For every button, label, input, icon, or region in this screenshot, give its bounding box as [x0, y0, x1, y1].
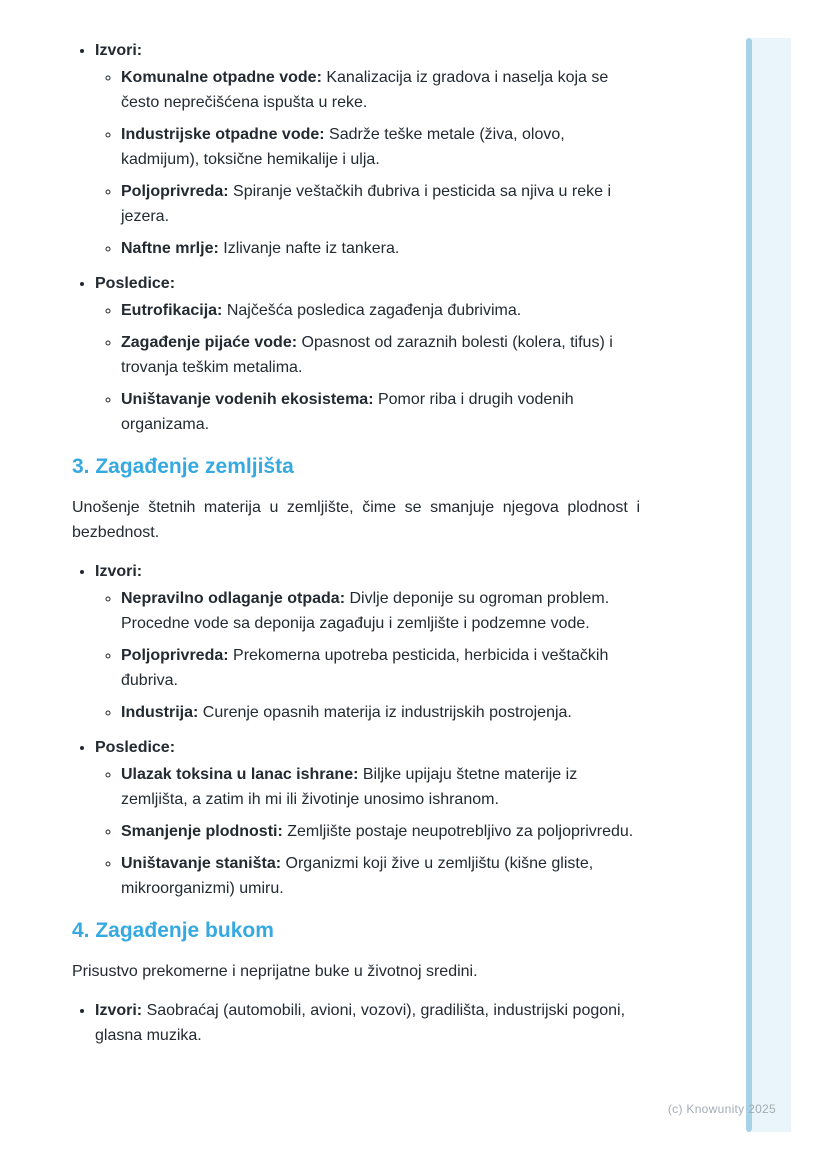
scrollbar-track[interactable]: [752, 38, 791, 1132]
group-label: Posledice:: [95, 275, 176, 292]
list-item: [121, 330, 640, 380]
list-item: [121, 762, 640, 812]
list-item: [95, 998, 640, 1048]
list-item-term: Industrija:: [121, 704, 199, 721]
list-item-term: Poljoprivreda:: [121, 183, 229, 200]
list-item: [121, 65, 640, 115]
list-group-posledice: [95, 735, 640, 901]
list-item-desc: Organizmi koji žive u zemljištu (kišne gliste, mikroorganizmi) umiru.: [121, 855, 594, 897]
list-group-posledice: [95, 271, 640, 437]
list-item: [121, 586, 640, 636]
list-item-desc: Zemljište postaje neupotrebljivo za poljoprivredu.: [287, 823, 634, 840]
section-intro-soil: Unošenje štetnih materija u zemljište, čime se smanjuje njegova plodnost i bezbednost.: [72, 499, 640, 541]
group-label: Izvori:: [95, 42, 143, 59]
noise-pollution-list: [72, 998, 640, 1048]
section-heading-soil: 3. Zagađenje zemljišta: [72, 455, 294, 478]
list-item-desc: Curenje opasnih materija iz industrijskih postrojenja.: [202, 704, 572, 721]
soil-pollution-list: [72, 559, 640, 901]
sublist-izvori: [95, 65, 640, 261]
sublist-posledice: [95, 298, 640, 437]
list-item: [121, 179, 640, 229]
list-item-term: Smanjenje plodnosti:: [121, 823, 283, 840]
list-item: [121, 819, 640, 844]
list-item: [121, 122, 640, 172]
list-item: [121, 387, 640, 437]
list-item-desc: Pomor riba i drugih vodenih organizama.: [121, 391, 574, 433]
document-content: [72, 38, 640, 1055]
list-item-desc: Saobraćaj (automobili, avioni, vozovi), gradilišta, industrijski pogoni, glasna muzika.: [95, 1002, 626, 1044]
list-item: [121, 643, 640, 693]
water-pollution-list: [72, 38, 640, 437]
list-item-term: Uništavanje vodenih ekosistema:: [121, 391, 374, 408]
sublist-izvori: [95, 586, 640, 725]
sublist-posledice: [95, 762, 640, 901]
list-item-desc: Prekomerna upotreba pesticida, herbicida i veštačkih đubriva.: [121, 647, 609, 689]
copyright-watermark: (c) Knowunity 2025: [667, 1102, 776, 1116]
list-item-desc: Sadrže teške metale (živa, olovo, kadmijum), toksične hemikalije i ulja.: [121, 126, 565, 168]
list-item: [121, 700, 640, 725]
list-item-desc: Najčešća posledica zagađenja đubrivima.: [226, 302, 522, 319]
list-group-izvori: [95, 559, 640, 725]
list-item-desc: Divlje deponije su ogroman problem. Procedne vode sa deponija zagađuju i zemljište i podzemne vode.: [121, 590, 610, 632]
list-item: [121, 236, 640, 261]
list-item-term: Nepravilno odlaganje otpada:: [121, 590, 346, 607]
list-item-term: Industrijske otpadne vode:: [121, 126, 325, 143]
list-item-desc: Opasnost od zaraznih bolesti (kolera, tifus) i trovanja teškim metalima.: [121, 334, 613, 376]
list-item-term: Poljoprivreda:: [121, 647, 229, 664]
list-item-term: Ulazak toksina u lanac ishrane:: [121, 766, 359, 783]
list-item: [121, 298, 640, 323]
list-item-term: Uništavanje staništa:: [121, 855, 282, 872]
list-item-term: Naftne mrlje:: [121, 240, 219, 257]
list-item-term: Zagađenje pijaće vode:: [121, 334, 298, 351]
group-label: Izvori:: [95, 563, 143, 580]
list-item-desc: Kanalizacija iz gradova i naselja koja se često neprečišćena ispušta u reke.: [121, 69, 609, 111]
list-item-term: Komunalne otpadne vode:: [121, 69, 322, 86]
list-item: [121, 851, 640, 901]
list-item-desc: Biljke upijaju štetne materije iz zemljišta, a zatim ih mi ili životinje unosimo ishranom.: [121, 766, 578, 808]
group-label: Posledice:: [95, 739, 176, 756]
list-item-desc: Spiranje veštačkih đubriva i pesticida sa njiva u reke i jezera.: [121, 183, 611, 225]
list-group-izvori: [95, 38, 640, 261]
list-item-term: Eutrofikacija:: [121, 302, 223, 319]
list-item-term: Izvori:: [95, 1002, 143, 1019]
section-intro-noise: Prisustvo prekomerne i neprijatne buke u životnoj sredini.: [72, 963, 478, 980]
page-preview-panel[interactable]: [746, 38, 791, 1132]
section-heading-noise: 4. Zagađenje bukom: [72, 919, 274, 942]
list-item-desc: Izlivanje nafte iz tankera.: [223, 240, 400, 257]
